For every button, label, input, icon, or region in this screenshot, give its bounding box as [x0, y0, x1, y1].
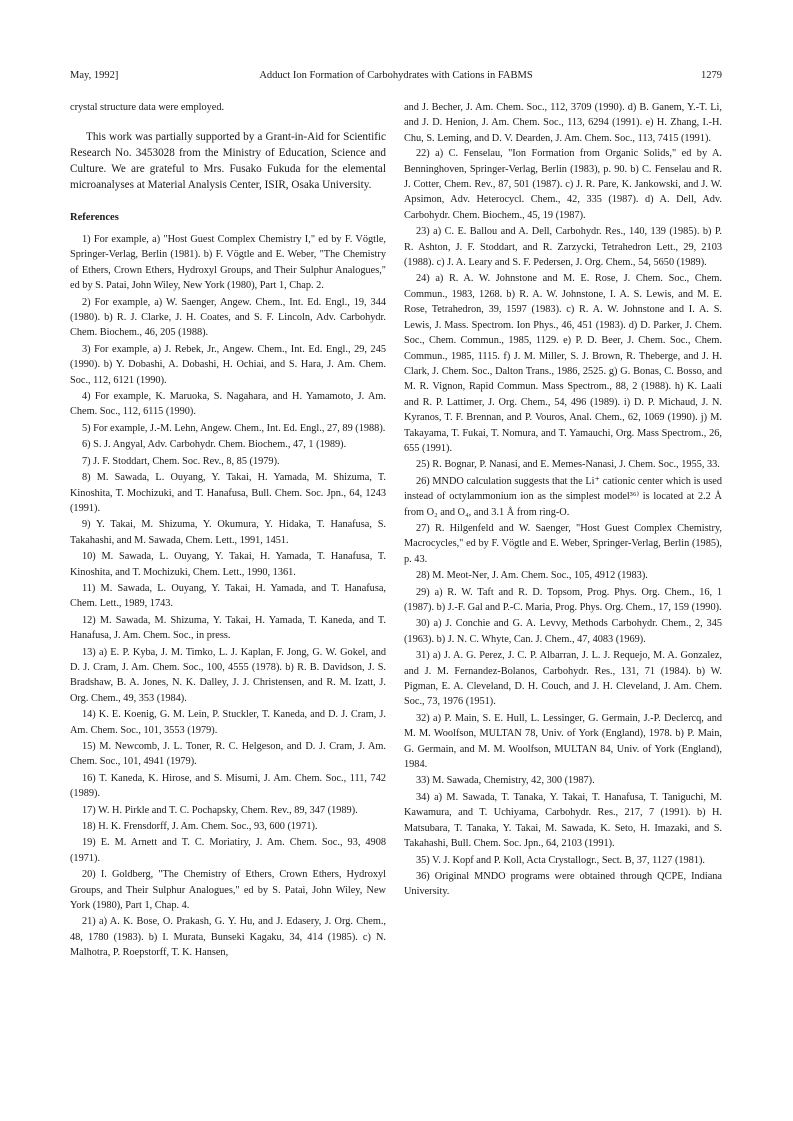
reference-item: 29) a) R. W. Taft and R. D. Topsom, Prog. Phys. Org. Chem., 16, 1 (1987). b) J.-F. Gal and P.-C. Maria, Prog. Phys. Org. Chem., 17, 159 (1990).	[404, 586, 722, 613]
reference-item: 19) E. M. Arnett and T. C. Moriatiry, J. Am. Chem. Soc., 93, 4908 (1971).	[70, 837, 386, 864]
right-column	[404, 100, 722, 901]
reference-item: 22) a) C. Fenselau, "Ion Formation from Organic Solids," ed by A. Benninghoven, Springer-Verlag, Berlin (1983), p. 90. b) C. Fenselau and R. J. Cotter, Chem. Rev., 87, 501 (1987). c) J. R. Pare, K. Jankowski, and J. W. Apsimon, Adv. Heterocycl. Chem., 42, 335 (1987). d) A. Dell, Adv. Carbohydr. Chem. Biochem., 45, 19 (1987).	[404, 148, 722, 221]
reference-item: 36) Original MNDO programs were obtained through QCPE, Indiana University.	[404, 870, 722, 898]
header-date: May, 1992]	[70, 70, 119, 81]
reference-item: 1) For example, a) "Host Guest Complex Chemistry I," ed by F. Vögtle, Springer-Verlag, Berlin (1981). b) F. Vögtle and E. Weber, "The Chemistry of Ethers, Crown Ethers, Hydroxyl Groups, and Their Sulphur Analogues," ed by S. Patai, John Wiley, New York (1980), Part 1, Chap. 2.	[70, 234, 386, 292]
reference-item: 30) a) J. Conchie and G. A. Levvy, Methods Carbohydr. Chem., 2, 345 (1963). b) J. N. C. Whyte, Can. J. Chem., 47, 4083 (1969).	[404, 618, 722, 645]
running-header	[70, 70, 722, 86]
reference-item: 31) a) J. A. G. Perez, J. C. P. Albarran, J. L. J. Requejo, M. A. Gonzalez, and J. M. Fernandez-Bolanos, Carbohydr. Res., 131, 71 (1984). b) W. Pigman, E. A. Cleveland, D. H. Couch, and J. H. Cleveland, J. Am. Chem. Soc., 73, 1976 (1951).	[404, 650, 722, 708]
reference-item: 10) M. Sawada, L. Ouyang, Y. Takai, H. Yamada, T. Hanafusa, T. Kinoshita, and T. Mochizuki, Chem. Lett., 1990, 1361.	[70, 551, 386, 578]
reference-item: 27) R. Hilgenfeld and W. Saenger, "Host Guest Complex Chemistry, Macrocycles," ed by F. Vögtle and E. Weber, Springer-Verlag, Berlin (1985), p. 43.	[404, 522, 722, 565]
reference-item: 18) H. K. Frensdorff, J. Am. Chem. Soc., 93, 600 (1971).	[82, 821, 318, 833]
reference-item: 11) M. Sawada, L. Ouyang, Y. Takai, H. Yamada, and T. Hanafusa, Chem. Lett., 1989, 1743.	[70, 582, 386, 610]
reference-item: 9) Y. Takai, M. Shizuma, Y. Okumura, Y. Hidaka, T. Hanafusa, S. Takahashi, and M. Sawada, Chem. Lett., 1991, 1451.	[70, 519, 386, 546]
acknowledgement: This work was partially supported by a Grant-in-Aid for Scientific Research No. 3453028 from the Ministry of Education, Science and Culture. We are grateful to Mrs. Fusako Fukuda for the elemental microanalyses at Material Analysis Center, ISIR, Osaka University.	[70, 131, 386, 191]
references-heading: References	[70, 211, 119, 223]
reference-item: 34) a) M. Sawada, T. Tanaka, Y. Takai, T. Hanafusa, T. Taniguchi, M. Kawamura, and T. Uchiyama, Carbohydr. Res., 217, 7 (1991). b) H. Matsubara, T. Tanaka, Y. Takai, M. Sawada, K. Seto, H. Imazaki, and S. Takahashi, Bull. Chem. Soc. Jpn., 64, 2103 (1991).	[404, 791, 722, 850]
reference-item: 5) For example, J.-M. Lehn, Angew. Chem., Int. Ed. Engl., 27, 89 (1988).	[82, 422, 386, 434]
continuation-text: crystal structure data were employed.	[70, 102, 225, 113]
reference-item: 33) M. Sawada, Chemistry, 42, 300 (1987).	[416, 775, 595, 787]
reference-item: 32) a) P. Main, S. E. Hull, L. Lessinger, G. Germain, J.-P. Declercq, and M. M. Woolfson, MULTAN 78, Univ. of York (England), 1978. b) P. Main, G. Germain, and M. M. Woolfson, MULTAN 84, Univ. of York (England), 1984.	[404, 712, 722, 771]
reference-list	[404, 146, 722, 900]
reference-item: 2) For example, a) W. Saenger, Angew. Chem., Int. Ed. Engl., 19, 344 (1980). b) R. J. Clarke, J. H. Coates, and S. F. Lincoln, Adv. Carbohydr. Chem. Biochem., 46, 205 (1988).	[70, 296, 386, 339]
reference-item: 14) K. E. Koenig, G. M. Lein, P. Stuckler, T. Kaneda, and D. J. Cram, J. Am. Chem. Soc., 101, 3553 (1979).	[70, 709, 386, 736]
reference-item: 8) M. Sawada, L. Ouyang, Y. Takai, H. Yamada, M. Shizuma, T. Kinoshita, T. Mochizuki, and T. Hanafusa, Bull. Chem. Soc. Jpn., 64, 1243 (1991).	[70, 472, 386, 514]
reference-item: 23) a) C. E. Ballou and A. Dell, Carbohydr. Res., 140, 139 (1985). b) P. R. Ashton, J. F. Stoddart, and R. Zarzycki, Tetrahedron Lett., 29, 2103 (1988). c) J. A. Leary and S. F. Pedersen, J. Org. Chem., 54, 5650 (1989).	[404, 226, 722, 269]
left-column	[70, 100, 386, 962]
reference-item: 13) a) E. P. Kyba, J. M. Timko, L. J. Kaplan, F. Jong, G. W. Gokel, and D. J. Cram, J. Am. Chem. Soc., 100, 4555 (1978). b) R. B. Davidson, J. S. Bradshaw, B. A. Jones, N. K. Dalley, J. J. Christensen, and R. M. Izatt, J. Org. Chem., 49, 353 (1984).	[70, 646, 386, 704]
reference-item: 12) M. Sawada, M. Shizuma, Y. Takai, H. Yamada, T. Kaneda, and T. Hanafusa, J. Am. Chem. Soc., in press.	[70, 614, 386, 642]
reference-item: 16) T. Kaneda, K. Hirose, and S. Misumi, J. Am. Chem. Soc., 111, 742 (1989).	[70, 772, 386, 800]
continuation-text: and J. Becher, J. Am. Chem. Soc., 112, 3709 (1990). d) B. Ganem, Y.-T. Li, and J. D. Henion, J. Am. Chem. Soc., 113, 6294 (1991). e) H. Zhang, I.-H. Chu, S. Leming, and D. V. Dearden, J. Am. Chem. Soc., 113, 7415 (1991).	[404, 102, 722, 144]
reference-item: 26) MNDO calculation suggests that the Li⁺ cationic center which is used instead of octylammonium ion as the simplest model³⁶⁾ is located at 2.2 Å from O₂ and O₄, and 3.1 Å from ring-O.	[404, 475, 722, 518]
reference-item: 4) For example, K. Maruoka, S. Nagahara, and H. Yamamoto, J. Am. Chem. Soc., 112, 6115 (1990).	[70, 391, 386, 418]
reference-item: 17) W. H. Pirkle and T. C. Pochapsky, Chem. Rev., 89, 347 (1989).	[82, 804, 358, 816]
reference-item: 6) S. J. Angyal, Adv. Carbohydr. Chem. Biochem., 47, 1 (1989).	[82, 439, 347, 451]
reference-item: 24) a) R. A. W. Johnstone and M. E. Rose, J. Chem. Soc., Chem. Commun., 1983, 1268. b) R. A. W. Johnstone, I. A. S. Lewis, and M. E. Rose, Tetrahedron, 39, 1597 (1983). c) R. A. W. Johnstone and I. A. S. Lewis, J. Mass. Spectrom. Ion Phys., 46, 451 (1983). d) D. Parker, J. Chem. Soc., Chem. Commun., 1985, 1129. e) P. D. Beer, J. Chem. Soc., Chem. Commun., 1985, 1115. f) J. M. Miller, S. J. Brown, R. Theberge, and J. H. Clark, J. Chem. Soc., Dalton Trans., 1986, 2525. g) G. Bonas, C. Bosso, and M. R. Vignon, Rapid Commun. Mass Spectrom., 88, 2 (1988). h) K. Laali and R. P. Lattimer, J. Org. Chem., 54, 496 (1989). i) D. P. Michaud, J. N. Kyranos, T. F. Brennan, and P. Vouros, Anal. Chem., 62, 1069 (1990). j) M. Takayama, T. Fukai, T. Nomura, and T. Yamauchi, Org. Mass Spectrom., 26, 655 (1991).	[404, 273, 722, 454]
reference-item: 28) M. Meot-Ner, J. Am. Chem. Soc., 105, 4912 (1983).	[416, 570, 648, 582]
page-number: 1279	[701, 70, 722, 81]
reference-item: 21) a) A. K. Bose, O. Prakash, G. Y. Hu, and J. Edasery, J. Org. Chem., 48, 1780 (1983). b) I. Murata, Bunseki Kagaku, 34, 414 (1985). c) N. Malhotra, P. Roepstorff, T. K. Hansen,	[70, 916, 386, 959]
reference-item: 20) I. Goldberg, "The Chemistry of Ethers, Crown Ethers, Hydroxyl Groups, and Their Sulphur Analogues," ed by S. Patai, John Wiley, New York (1980), Part 1, Chap. 4.	[70, 869, 386, 912]
reference-item: 25) R. Bognar, P. Nanasi, and E. Memes-Nanasi, J. Chem. Soc., 1955, 33.	[416, 459, 720, 471]
reference-item: 35) V. J. Kopf and P. Koll, Acta Crystallogr., Sect. B, 37, 1127 (1981).	[416, 854, 705, 866]
header-title: Adduct Ion Formation of Carbohydrates with Cations in FABMS	[259, 70, 533, 81]
reference-item: 7) J. F. Stoddart, Chem. Soc. Rev., 8, 85 (1979).	[82, 455, 280, 467]
reference-item: 15) M. Newcomb, J. L. Toner, R. C. Helgeson, and D. J. Cram, J. Am. Chem. Soc., 101, 4941 (1979).	[70, 741, 386, 768]
reference-item: 3) For example, a) J. Rebek, Jr., Angew. Chem., Int. Ed. Engl., 29, 245 (1990). b) Y. Dobashi, A. Dobashi, H. Ochiai, and S. Hara, J. Am. Chem. Soc., 112, 6121 (1990).	[70, 343, 386, 386]
reference-list	[70, 232, 386, 961]
